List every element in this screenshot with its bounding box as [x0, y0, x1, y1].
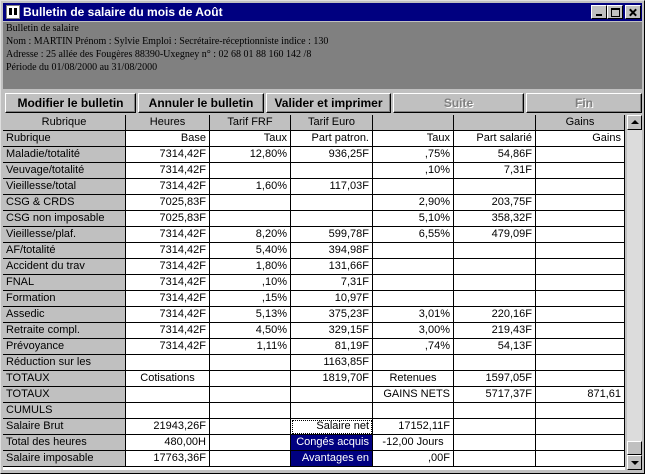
scroll-up-icon[interactable]	[627, 115, 642, 130]
table-cell[interactable]: 1,60%	[210, 179, 291, 195]
row-label[interactable]: AF/totalité	[3, 243, 126, 259]
table-cell[interactable]: 5717,37F	[454, 387, 536, 403]
header-line-address: Adresse : 25 allée des Fougères 88390-Uxegney n° : 02 68 01 88 160 142 /8	[6, 49, 312, 60]
column-header[interactable]	[373, 115, 454, 131]
table-row[interactable]	[3, 163, 625, 179]
employee-info	[3, 22, 642, 89]
table-cell[interactable]: 4,50%	[210, 323, 291, 339]
table-cell[interactable]: 1,11%	[210, 339, 291, 355]
table-cell[interactable]: 375,23F	[291, 307, 373, 323]
next-button[interactable]: Suite	[393, 93, 524, 113]
table-cell[interactable]: 7314,42F	[126, 307, 210, 323]
table-cell[interactable]: 117,03F	[291, 179, 373, 195]
table-cell[interactable]: 7314,42F	[126, 147, 210, 163]
table-cell[interactable]: 5,10%	[373, 211, 454, 227]
column-header[interactable]: Rubrique	[3, 115, 126, 131]
validate-print-button[interactable]: Valider et imprimer	[266, 93, 391, 113]
table-row[interactable]	[3, 195, 625, 211]
row-label[interactable]: Salaire imposable	[3, 451, 126, 467]
table-cell[interactable]	[454, 275, 536, 291]
modify-button[interactable]: Modifier le bulletin	[5, 93, 136, 113]
column-header[interactable]: Gains	[536, 115, 625, 131]
scroll-thumb[interactable]	[627, 441, 642, 455]
table-cell[interactable]	[210, 211, 291, 227]
table-cell[interactable]: Taux	[373, 131, 454, 147]
table-cell[interactable]	[373, 243, 454, 259]
table-cell[interactable]	[454, 355, 536, 371]
table-row[interactable]	[3, 307, 625, 323]
table-cell[interactable]	[210, 195, 291, 211]
table-cell[interactable]	[536, 339, 625, 355]
table-cell[interactable]: 1163,85F	[291, 355, 373, 371]
table-cell[interactable]: 7025,83F	[126, 211, 210, 227]
table-cell[interactable]	[536, 323, 625, 339]
table-cell[interactable]	[536, 163, 625, 179]
table-cell[interactable]: 6,55%	[373, 227, 454, 243]
table-row[interactable]	[3, 211, 625, 227]
table-cell[interactable]	[536, 419, 625, 435]
table-cell[interactable]: Avantages en	[291, 451, 373, 467]
table-cell[interactable]	[373, 275, 454, 291]
table-cell[interactable]: 8,20%	[210, 227, 291, 243]
table-row[interactable]	[3, 323, 625, 339]
column-header[interactable]	[454, 115, 536, 131]
table-cell[interactable]	[210, 163, 291, 179]
table-row[interactable]	[3, 451, 625, 467]
row-label[interactable]: Prévoyance	[3, 339, 126, 355]
table-cell[interactable]: 10,97F	[291, 291, 373, 307]
table-row[interactable]	[3, 259, 625, 275]
table-cell[interactable]	[536, 227, 625, 243]
column-header[interactable]: Heures	[126, 115, 210, 131]
table-cell[interactable]	[373, 291, 454, 307]
table-cell[interactable]	[454, 435, 536, 451]
row-label[interactable]: Retraite compl.	[3, 323, 126, 339]
table-cell[interactable]: 1,80%	[210, 259, 291, 275]
table-cell[interactable]	[210, 387, 291, 403]
table-cell[interactable]	[536, 403, 625, 419]
table-row[interactable]	[3, 339, 625, 355]
table-cell[interactable]: Cotisations	[126, 371, 210, 387]
table-cell[interactable]	[373, 403, 454, 419]
table-row[interactable]	[3, 275, 625, 291]
table-cell[interactable]: 5,40%	[210, 243, 291, 259]
table-cell[interactable]	[536, 435, 625, 451]
table-cell[interactable]	[536, 211, 625, 227]
table-cell[interactable]: 7,31F	[454, 163, 536, 179]
table-cell[interactable]: 480,00H	[126, 435, 210, 451]
table-cell[interactable]: ,75%	[373, 147, 454, 163]
table-cell[interactable]: 1819,70F	[291, 371, 373, 387]
finish-button[interactable]: Fin	[526, 93, 642, 113]
table-cell[interactable]: 358,32F	[454, 211, 536, 227]
table-cell[interactable]: ,00F	[373, 451, 454, 467]
table-cell[interactable]: 7025,83F	[126, 195, 210, 211]
row-label[interactable]: Assedic	[3, 307, 126, 323]
table-row[interactable]	[3, 131, 625, 147]
row-label[interactable]: CSG non imposable	[3, 211, 126, 227]
cancel-button[interactable]: Annuler le bulletin	[138, 93, 264, 113]
app-icon[interactable]	[6, 5, 20, 19]
table-cell[interactable]	[210, 435, 291, 451]
table-cell[interactable]: Part salarié	[454, 131, 536, 147]
table-cell[interactable]: 1597,05F	[454, 371, 536, 387]
table-cell[interactable]	[536, 371, 625, 387]
table-cell[interactable]: 7314,42F	[126, 227, 210, 243]
table-row[interactable]	[3, 371, 625, 387]
table-cell[interactable]: 3,00%	[373, 323, 454, 339]
table-cell[interactable]: 936,25F	[291, 147, 373, 163]
table-cell[interactable]: Salaire net	[291, 419, 373, 435]
table-cell[interactable]	[536, 275, 625, 291]
table-cell[interactable]: 12,80%	[210, 147, 291, 163]
table-cell[interactable]	[126, 387, 210, 403]
row-label[interactable]: Vieillesse/plaf.	[3, 227, 126, 243]
table-cell[interactable]: 7314,42F	[126, 243, 210, 259]
table-cell[interactable]: ,10%	[210, 275, 291, 291]
scroll-down-icon[interactable]	[627, 455, 642, 470]
table-cell[interactable]: 7314,42F	[126, 323, 210, 339]
table-cell[interactable]: 203,75F	[454, 195, 536, 211]
table-row[interactable]	[3, 291, 625, 307]
table-cell[interactable]: Taux	[210, 131, 291, 147]
table-cell[interactable]	[210, 355, 291, 371]
table-cell[interactable]	[454, 291, 536, 307]
table-cell[interactable]	[126, 355, 210, 371]
table-row[interactable]	[3, 355, 625, 371]
table-cell[interactable]: 220,16F	[454, 307, 536, 323]
table-cell[interactable]	[454, 243, 536, 259]
table-cell[interactable]	[536, 179, 625, 195]
table-cell[interactable]	[454, 419, 536, 435]
vertical-scrollbar[interactable]	[627, 115, 642, 470]
table-cell[interactable]: 7314,42F	[126, 339, 210, 355]
row-label[interactable]: CUMULS	[3, 403, 126, 419]
table-row[interactable]	[3, 115, 625, 131]
table-cell[interactable]: 219,43F	[454, 323, 536, 339]
close-icon[interactable]	[625, 5, 641, 19]
row-label[interactable]: FNAL	[3, 275, 126, 291]
table-cell[interactable]	[210, 419, 291, 435]
table-cell[interactable]	[536, 243, 625, 259]
table-cell[interactable]: 17152,11F	[373, 419, 454, 435]
table-cell[interactable]: 131,66F	[291, 259, 373, 275]
table-cell[interactable]: 329,15F	[291, 323, 373, 339]
table-cell[interactable]	[454, 451, 536, 467]
table-row[interactable]	[3, 227, 625, 243]
table-cell[interactable]: 54,86F	[454, 147, 536, 163]
row-label[interactable]: Total des heures	[3, 435, 126, 451]
maximize-icon[interactable]	[607, 5, 623, 19]
table-cell[interactable]	[454, 179, 536, 195]
table-cell[interactable]	[210, 451, 291, 467]
table-cell[interactable]	[126, 403, 210, 419]
table-cell[interactable]: 54,13F	[454, 339, 536, 355]
table-cell[interactable]: 5,13%	[210, 307, 291, 323]
table-cell[interactable]: 7,31F	[291, 275, 373, 291]
table-cell[interactable]: 7314,42F	[126, 291, 210, 307]
row-label[interactable]: Vieillesse/total	[3, 179, 126, 195]
column-header[interactable]: Tarif Euro	[291, 115, 373, 131]
minimize-icon[interactable]	[591, 5, 607, 19]
header-line-title: Bulletin de salaire	[6, 23, 79, 34]
payslip-grid[interactable]	[3, 115, 625, 470]
table-row[interactable]	[3, 419, 625, 435]
table-cell[interactable]	[291, 163, 373, 179]
table-cell[interactable]: ,15%	[210, 291, 291, 307]
table-row[interactable]	[3, 147, 625, 163]
table-cell[interactable]	[536, 307, 625, 323]
table-cell[interactable]	[291, 211, 373, 227]
row-label[interactable]: TOTAUX	[3, 371, 126, 387]
table-cell[interactable]: Part patron.	[291, 131, 373, 147]
header-line-name: Nom : MARTIN Prénom : Sylvie Emploi : Secrétaire-réceptionniste indice : 130	[6, 36, 329, 47]
table-row[interactable]	[3, 435, 625, 451]
header-line-period: Période du 01/08/2000 au 31/08/2000	[6, 62, 158, 73]
table-cell[interactable]: -12,00 Jours	[373, 435, 454, 451]
table-cell[interactable]: ,10%	[373, 163, 454, 179]
row-label[interactable]: Veuvage/totalité	[3, 163, 126, 179]
row-label[interactable]: Formation	[3, 291, 126, 307]
table-cell[interactable]: Congés acquis	[291, 435, 373, 451]
row-label[interactable]: Maladie/totalité	[3, 147, 126, 163]
table-row[interactable]	[3, 403, 625, 419]
table-cell[interactable]: 17763,36F	[126, 451, 210, 467]
table-cell[interactable]	[291, 403, 373, 419]
row-label[interactable]: Rubrique	[3, 131, 126, 147]
table-cell[interactable]	[536, 355, 625, 371]
table-cell[interactable]: 871,61	[536, 387, 625, 403]
table-cell[interactable]: 7314,42F	[126, 259, 210, 275]
table-cell[interactable]	[454, 259, 536, 275]
row-label[interactable]: Réduction sur les	[3, 355, 126, 371]
title-bar[interactable]	[3, 3, 642, 21]
table-cell[interactable]: 7314,42F	[126, 163, 210, 179]
table-cell[interactable]: 3,01%	[373, 307, 454, 323]
window-title: Bulletin de salaire du mois de Août	[23, 5, 223, 19]
row-label[interactable]: Accident du trav	[3, 259, 126, 275]
table-row[interactable]	[3, 387, 625, 403]
row-label[interactable]: CSG & CRDS	[3, 195, 126, 211]
column-header[interactable]: Tarif FRF	[210, 115, 291, 131]
table-row[interactable]	[3, 243, 625, 259]
table-cell[interactable]: GAINS NETS	[373, 387, 454, 403]
table-cell[interactable]	[536, 147, 625, 163]
table-cell[interactable]	[291, 387, 373, 403]
table-cell[interactable]	[536, 259, 625, 275]
table-cell[interactable]	[210, 403, 291, 419]
table-cell[interactable]: 599,78F	[291, 227, 373, 243]
table-cell[interactable]: 2,90%	[373, 195, 454, 211]
table-cell[interactable]	[210, 371, 291, 387]
table-row[interactable]	[3, 179, 625, 195]
row-label[interactable]: Salaire Brut	[3, 419, 126, 435]
table-cell[interactable]: 7314,42F	[126, 179, 210, 195]
row-label[interactable]: TOTAUX	[3, 387, 126, 403]
table-cell[interactable]	[291, 195, 373, 211]
table-cell[interactable]	[536, 451, 625, 467]
table-cell[interactable]: Retenues	[373, 371, 454, 387]
table-cell[interactable]	[373, 259, 454, 275]
table-cell[interactable]: 21943,26F	[126, 419, 210, 435]
table-cell[interactable]: 81,19F	[291, 339, 373, 355]
table-cell[interactable]: Gains	[536, 131, 625, 147]
table-cell[interactable]: ,74%	[373, 339, 454, 355]
table-cell[interactable]: 7314,42F	[126, 275, 210, 291]
table-cell[interactable]	[536, 291, 625, 307]
table-cell[interactable]	[454, 403, 536, 419]
table-cell[interactable]: 479,09F	[454, 227, 536, 243]
table-cell[interactable]: Base	[126, 131, 210, 147]
button-bar	[3, 91, 642, 115]
table-cell[interactable]: 394,98F	[291, 243, 373, 259]
table-cell[interactable]	[373, 179, 454, 195]
table-cell[interactable]	[536, 195, 625, 211]
table-cell[interactable]	[373, 355, 454, 371]
